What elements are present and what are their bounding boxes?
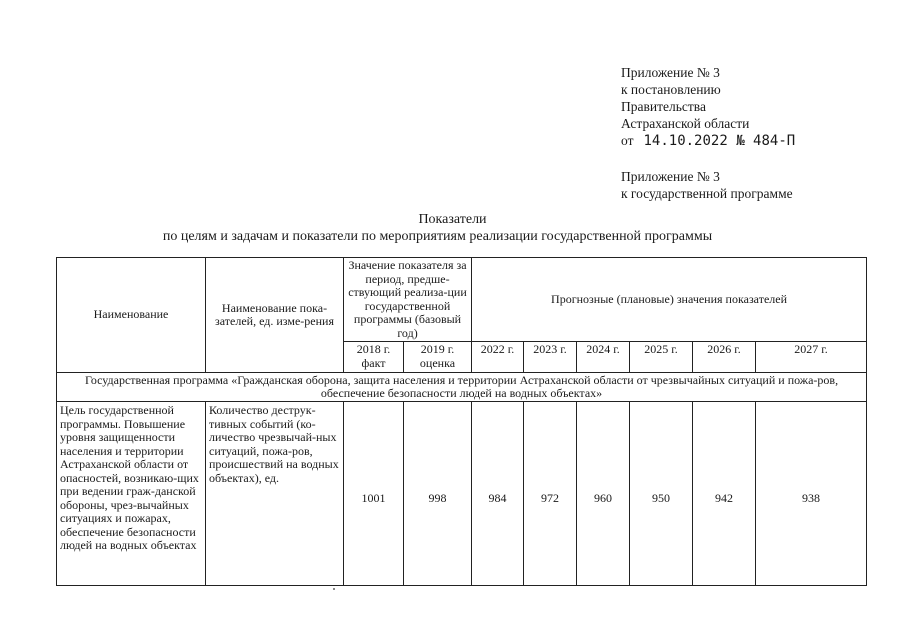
- program-title-row: Государственная программа «Гражданская оборона, защита населения и территории Астраханской области от чрезвычайных ситуаций и пожа-ров, обеспечение безопасности людей на водных объектах»: [57, 373, 867, 402]
- attachment-block: [621, 64, 795, 202]
- header-base-value: Значение показателя за период, предше-ствующий реализа-ции государственной программы (базовый год): [344, 258, 472, 342]
- row-value: 984: [472, 402, 524, 586]
- attachment-line: к государственной программе: [621, 186, 793, 201]
- attachment-line: Приложение № 3: [621, 65, 720, 80]
- row-value: 1001: [344, 402, 404, 586]
- header-forecast: Прогнозные (плановые) значения показателей: [472, 258, 867, 342]
- indicators-table: [56, 257, 867, 586]
- row-value: 998: [404, 402, 472, 586]
- year-header: 2023 г.: [524, 342, 577, 373]
- attachment-line: к постановлению: [621, 82, 721, 97]
- date-value: 14.10.2022 № 484-П: [643, 133, 796, 149]
- header-indicator: Наименование пока-зателей, ед. изме-рения: [206, 258, 344, 373]
- resolution-date: [621, 132, 795, 150]
- row-value: 938: [756, 402, 867, 586]
- year-header: 2024 г.: [577, 342, 630, 373]
- year-header: 2019 г. оценка: [404, 342, 472, 373]
- row-value: 972: [524, 402, 577, 586]
- scan-speck: [333, 588, 335, 590]
- year-header: 2026 г.: [693, 342, 756, 373]
- title-line-1: Показатели: [418, 212, 487, 227]
- attachment-line: Правительства: [621, 99, 706, 114]
- attachment-line: Астраханской области: [621, 116, 750, 131]
- table-row: [57, 402, 867, 586]
- row-name: Цель государственной программы. Повышение уровня защищенности населения и территории Астраханской области от опасностей, возникаю-щих при ведении граж-данской обороны, чрез-вычайных ситуациях и пожарах, обеспечение безопасности людей на водных объектах: [57, 402, 206, 586]
- date-prefix: от: [621, 133, 634, 148]
- title-line-2: по целям и задачам и показатели по мероприятиям реализации государственной программы: [162, 229, 713, 244]
- attachment-line: Приложение № 3: [621, 169, 720, 184]
- row-value: 950: [630, 402, 693, 586]
- year-header: 2022 г.: [472, 342, 524, 373]
- document-title: [0, 211, 905, 245]
- header-name: Наименование: [57, 258, 206, 373]
- year-header: 2018 г. факт: [344, 342, 404, 373]
- year-header: 2027 г.: [756, 342, 867, 373]
- year-header: 2025 г.: [630, 342, 693, 373]
- row-value: 960: [577, 402, 630, 586]
- row-indicator: Количество деструк-тивных событий (ко-личество чрезвычай-ных ситуаций, пожа-ров, происшествий на водных объектах), ед.: [206, 402, 344, 586]
- row-value: 942: [693, 402, 756, 586]
